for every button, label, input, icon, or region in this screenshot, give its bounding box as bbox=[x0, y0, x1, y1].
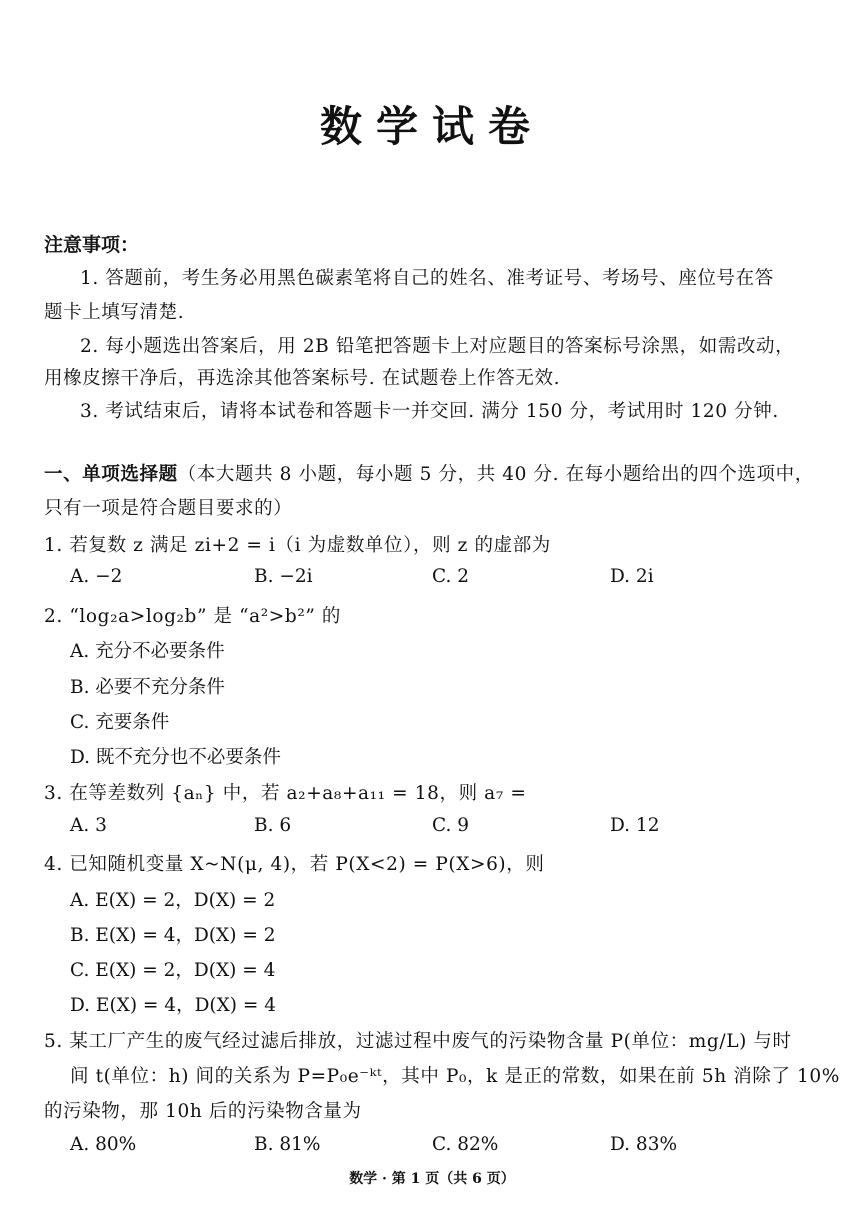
section-1-header bbox=[44, 460, 814, 486]
notice-item-3: 3. 考试结束后，请将本试卷和答题卡一并交回. 满分 150 分，考试用时 120 分钟. bbox=[80, 401, 779, 422]
q3-stem: 3. 在等差数列 {aₙ} 中，若 a₂+a₈+a₁₁ = 18，则 a₇ = bbox=[44, 783, 527, 804]
q2-option-b: B. 必要不充分条件 bbox=[70, 677, 225, 698]
q2-option-d: D. 既不充分也不必要条件 bbox=[70, 747, 281, 768]
q3-option-a: A. 3 bbox=[70, 815, 107, 836]
q5-stem-line-1: 5. 某工厂产生的废气经过滤后排放，过滤过程中废气的污染物含量 P(单位：mg/L) 与时 bbox=[44, 1031, 792, 1052]
q2-option-c: C. 充要条件 bbox=[70, 712, 170, 733]
notice-heading: 注意事项： bbox=[44, 234, 140, 256]
q5-option-d: D. 83% bbox=[610, 1134, 678, 1155]
notice-item-1-line-2: 题卡上填写清楚. bbox=[44, 302, 185, 323]
q4-option-a: A. E(X) = 2，D(X) = 2 bbox=[70, 890, 276, 911]
q5-stem-line-2: 间 t(单位：h) 间的关系为 P=P₀e⁻ᵏᵗ，其中 P₀，k 是正的常数，如果在前 5h 消除了 10% bbox=[70, 1066, 840, 1087]
q5-stem-line-3: 的污染物，那 10h 后的污染物含量为 bbox=[44, 1101, 362, 1122]
page-title: 数学试卷 bbox=[319, 102, 544, 151]
q4-option-c: C. E(X) = 2，D(X) = 4 bbox=[70, 960, 276, 981]
q1-option-b: B. −2i bbox=[254, 566, 313, 587]
q4-stem: 4. 已知随机变量 X~N(μ, 4)，若 P(X<2) = P(X>6)，则 bbox=[44, 854, 545, 875]
q3-option-b: B. 6 bbox=[254, 815, 292, 836]
q5-option-c: C. 82% bbox=[432, 1134, 499, 1155]
q3-option-d: D. 12 bbox=[610, 815, 660, 836]
q1-option-c: C. 2 bbox=[432, 566, 470, 587]
notice-item-1-line-1: 1. 答题前，考生务必用黑色碳素笔将自己的姓名、准考证号、考场号、座位号在答 bbox=[80, 268, 774, 289]
section-1-desc-line-1: （本大题共 8 小题，每小题 5 分，共 40 分. 在每小题给出的四个选项中， bbox=[177, 464, 814, 485]
section-1-heading: 一、单项选择题 bbox=[44, 464, 178, 485]
q5-option-a: A. 80% bbox=[70, 1134, 137, 1155]
q3-option-c: C. 9 bbox=[432, 815, 470, 836]
q1-option-d: D. 2i bbox=[610, 566, 654, 587]
q1-option-a: A. −2 bbox=[70, 566, 123, 587]
q1-stem: 1. 若复数 z 满足 zi+2 = i（i 为虚数单位），则 z 的虚部为 bbox=[44, 535, 551, 556]
q2-option-a: A. 充分不必要条件 bbox=[70, 641, 225, 662]
q5-option-b: B. 81% bbox=[254, 1134, 321, 1155]
page-footer: 数学 · 第 1 页（共 6 页） bbox=[349, 1171, 515, 1187]
notice-item-2-line-1: 2. 每小题选出答案后，用 2B 铅笔把答题卡上对应题目的答案标号涂黑，如需改动， bbox=[80, 336, 795, 357]
notice-item-2-line-2: 用橡皮擦干净后，再选涂其他答案标号. 在试题卷上作答无效. bbox=[44, 368, 561, 389]
section-1-desc-line-2: 只有一项是符合题目要求的） bbox=[44, 498, 293, 519]
q2-stem: 2. “log₂a>log₂b” 是 “a²>b²” 的 bbox=[44, 606, 342, 627]
q4-option-b: B. E(X) = 4，D(X) = 2 bbox=[70, 925, 276, 946]
q4-option-d: D. E(X) = 4，D(X) = 4 bbox=[70, 995, 277, 1016]
